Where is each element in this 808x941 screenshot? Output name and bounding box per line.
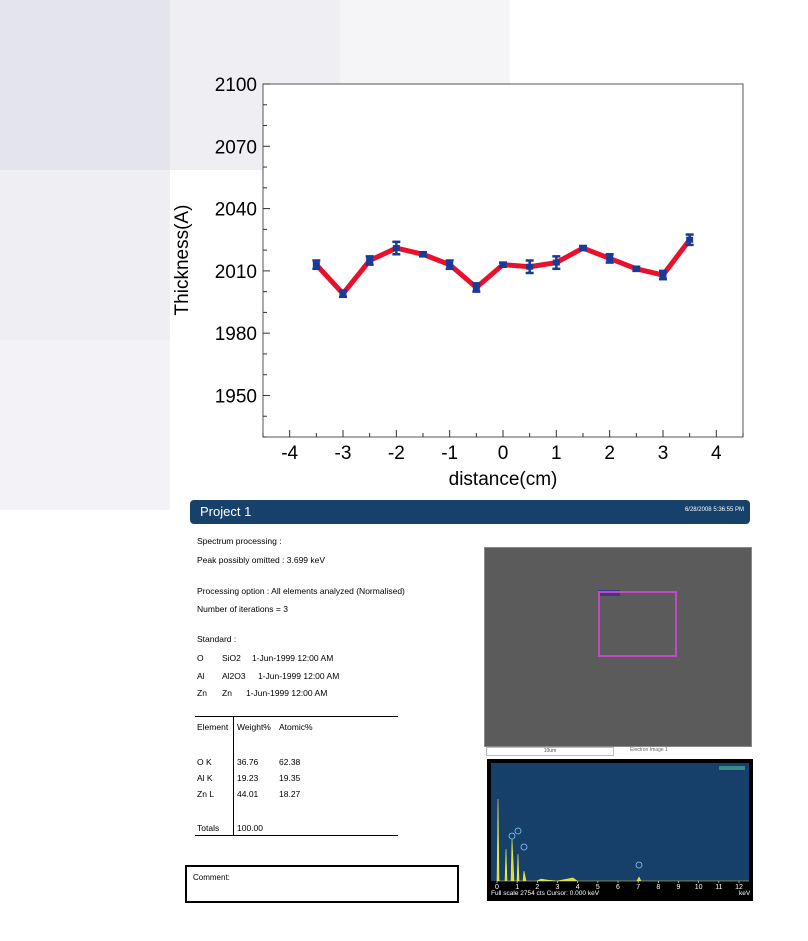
data-point xyxy=(313,262,320,268)
standard-date: 1-Jun-1999 12:00 AM xyxy=(258,671,340,681)
spectrum-tick-label: 1 xyxy=(515,884,520,891)
data-point xyxy=(606,255,613,261)
spectrum-label-box xyxy=(719,766,745,770)
spectrum-tick-label: 12 xyxy=(735,884,743,891)
spectrum-background xyxy=(491,763,749,881)
standard-date: 1-Jun-1999 12:00 AM xyxy=(252,653,334,663)
totals-label: Totals xyxy=(197,823,220,833)
spectrum-tick-label: 2 xyxy=(535,884,540,891)
report-line: Standard : xyxy=(197,634,237,644)
table-cell: 19.35 xyxy=(279,773,301,783)
standard-compound: SiO2 xyxy=(222,653,241,663)
y-tick-label: 2010 xyxy=(214,261,257,283)
data-point xyxy=(660,272,667,278)
y-tick-label: 1980 xyxy=(214,324,257,346)
x-tick-label: 1 xyxy=(551,443,562,464)
x-tick-label: 2 xyxy=(604,443,615,464)
table-header: Weight% xyxy=(237,722,271,732)
data-point xyxy=(420,251,427,257)
y-tick-label: 2100 xyxy=(214,75,257,96)
x-tick-label: 4 xyxy=(711,443,722,464)
spectrum-tick-label: 0 xyxy=(495,884,499,891)
electron-image-caption: Electron Image 1 xyxy=(630,747,668,753)
spectrum-unit: keV xyxy=(739,890,751,897)
totals-value: 100.00 xyxy=(237,823,263,833)
spectrum-tick-label: 5 xyxy=(595,884,600,891)
y-tick-label: 1950 xyxy=(214,386,257,408)
table-cell: 62.38 xyxy=(279,757,301,767)
table-header: Element xyxy=(197,722,229,732)
spectrum-tick-label: 8 xyxy=(656,884,661,891)
x-tick-label: -1 xyxy=(441,443,459,464)
data-point xyxy=(580,245,587,251)
spectrum-plot xyxy=(487,759,753,901)
standard-compound: Zn xyxy=(222,688,232,698)
spectrum-tick-label: 6 xyxy=(616,884,620,891)
report-line: Processing option : All elements analyzed (Normalised) xyxy=(197,586,405,596)
comment-label: Comment: xyxy=(193,873,230,882)
comment-box xyxy=(185,865,459,903)
scale-bar: 10um xyxy=(486,747,614,756)
y-axis xyxy=(215,75,270,437)
roi-box xyxy=(598,591,677,657)
table-cell: O K xyxy=(197,757,212,767)
table-cell: 19.23 xyxy=(237,773,259,783)
project-title: Project 1 xyxy=(200,504,252,519)
standard-date: 1-Jun-1999 12:00 AM xyxy=(246,688,328,698)
spectrum-tick-label: 7 xyxy=(636,884,641,891)
table-cell: 36.76 xyxy=(237,757,259,767)
spectrum-tick-label: 11 xyxy=(715,884,723,891)
data-point xyxy=(500,262,507,268)
table-cell: Al K xyxy=(197,773,213,783)
data-point xyxy=(686,237,693,243)
report-line: Spectrum processing : xyxy=(197,536,282,546)
standard-element: Zn xyxy=(197,688,207,698)
x-axis-label: distance(cm) xyxy=(448,469,558,490)
report-line: Peak possibly omitted : 3.699 keV xyxy=(197,555,326,565)
table-header: Atomic% xyxy=(279,722,313,732)
standard-element: O xyxy=(197,653,204,663)
data-point xyxy=(633,266,640,272)
data-point xyxy=(446,262,453,268)
spectrum-tick-label: 4 xyxy=(575,884,580,891)
project-date: 6/28/2008 5:36:55 PM xyxy=(684,507,744,513)
standard-compound: Al2O3 xyxy=(222,671,246,681)
electron-image xyxy=(484,547,752,747)
y-axis-label: Thickness(A) xyxy=(172,204,193,316)
eds-spectrum xyxy=(487,759,753,901)
y-tick-label: 2040 xyxy=(214,199,257,221)
table-cell: 44.01 xyxy=(237,789,259,799)
x-tick-label: -4 xyxy=(281,443,299,464)
data-point xyxy=(340,291,347,297)
data-point xyxy=(473,284,480,290)
spectrum-status: Full scale 2754 cts Cursor: 0.000 keV xyxy=(491,890,600,897)
data-point xyxy=(393,245,400,251)
table-cell: 18.27 xyxy=(279,789,301,799)
data-point xyxy=(526,264,533,270)
spectrum-tick-label: 9 xyxy=(676,884,681,891)
standard-element: Al xyxy=(197,671,205,681)
y-tick-label: 2070 xyxy=(214,137,257,159)
report-line: Number of iterations = 3 xyxy=(197,604,288,614)
table-top-rule xyxy=(195,716,398,717)
x-tick-label: -3 xyxy=(334,443,352,464)
x-tick-label: -2 xyxy=(387,443,405,464)
spectrum-tick-label: 10 xyxy=(694,884,703,891)
x-tick-label: 0 xyxy=(497,443,509,464)
data-point xyxy=(366,258,373,264)
project-header xyxy=(190,500,750,524)
table-bottom-rule xyxy=(195,835,398,836)
table-cell: Zn L xyxy=(197,789,215,799)
x-tick-label: 3 xyxy=(657,443,669,464)
table-column-rule xyxy=(233,716,234,836)
spectrum-tick-label: 3 xyxy=(555,884,560,891)
data-point xyxy=(553,260,560,266)
